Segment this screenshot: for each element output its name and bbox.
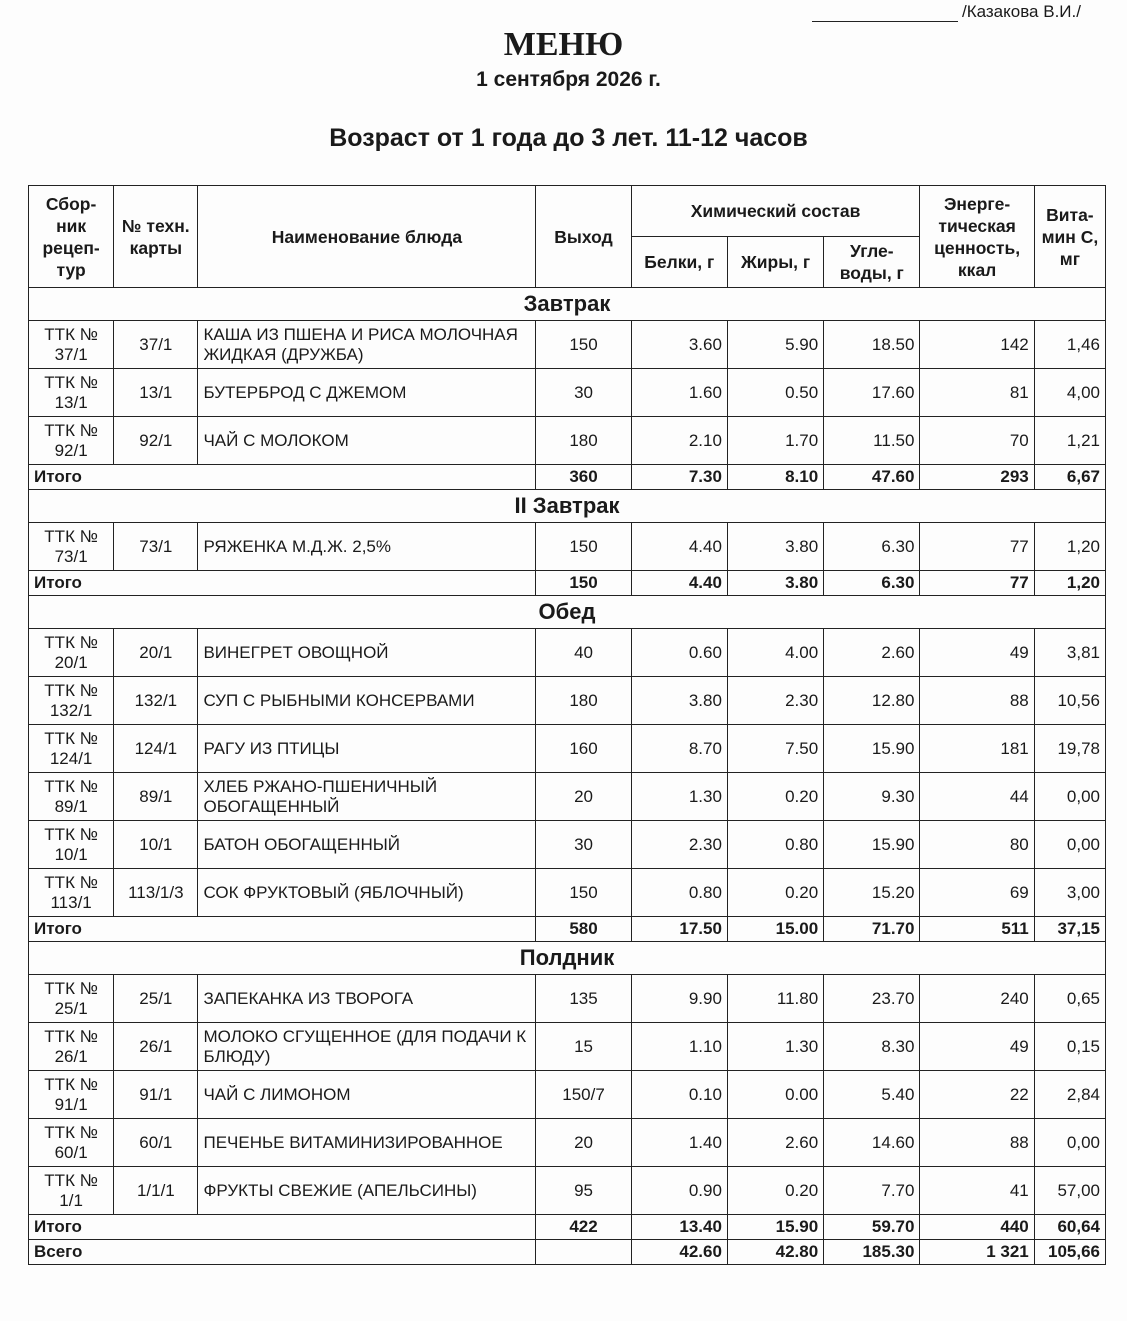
header-dish-name: Наименование блюда xyxy=(198,186,536,288)
protein-value: 0.60 xyxy=(631,629,727,677)
tech-card-number: 92/1 xyxy=(114,417,198,465)
yield-value: 40 xyxy=(536,629,631,677)
section-header xyxy=(29,490,1106,523)
carbs-value: 18.50 xyxy=(824,321,920,369)
subtotal-protein: 7.30 xyxy=(631,465,727,490)
recipe-source: ТТК № 89/1 xyxy=(29,773,114,821)
subtotal-yield: 580 xyxy=(536,917,631,942)
vitamin-value: 1,21 xyxy=(1034,417,1105,465)
table-row xyxy=(29,417,1106,465)
yield-value: 150 xyxy=(536,869,631,917)
fat-value: 1.30 xyxy=(727,1023,823,1071)
protein-value: 1.60 xyxy=(631,369,727,417)
vitamin-value: 0,15 xyxy=(1034,1023,1105,1071)
dish-name: БУТЕРБРОД С ДЖЕМОМ xyxy=(198,369,536,417)
carbs-value: 8.30 xyxy=(824,1023,920,1071)
energy-value: 49 xyxy=(920,1023,1034,1071)
grand-total-vitamin: 105,66 xyxy=(1034,1240,1105,1265)
energy-value: 142 xyxy=(920,321,1034,369)
dish-name: ФРУКТЫ СВЕЖИЕ (АПЕЛЬСИНЫ) xyxy=(198,1167,536,1215)
protein-value: 3.80 xyxy=(631,677,727,725)
header-vitamin: Вита-мин С, мг xyxy=(1034,186,1105,288)
carbs-value: 9.30 xyxy=(824,773,920,821)
energy-value: 44 xyxy=(920,773,1034,821)
dish-name: ХЛЕБ РЖАНО-ПШЕНИЧНЫЙ ОБОГАЩЕННЫЙ xyxy=(198,773,536,821)
fat-value: 2.60 xyxy=(727,1119,823,1167)
fat-value: 2.30 xyxy=(727,677,823,725)
protein-value: 2.10 xyxy=(631,417,727,465)
vitamin-value: 3,81 xyxy=(1034,629,1105,677)
recipe-source: ТТК № 113/1 xyxy=(29,869,114,917)
subtotal-protein: 13.40 xyxy=(631,1215,727,1240)
tech-card-number: 13/1 xyxy=(114,369,198,417)
tech-card-number: 124/1 xyxy=(114,725,198,773)
vitamin-value: 2,84 xyxy=(1034,1071,1105,1119)
dish-name: ЧАЙ С ЛИМОНОМ xyxy=(198,1071,536,1119)
yield-value: 30 xyxy=(536,821,631,869)
energy-value: 22 xyxy=(920,1071,1034,1119)
energy-value: 88 xyxy=(920,677,1034,725)
subtotal-carbs: 47.60 xyxy=(824,465,920,490)
subtotal-row xyxy=(29,917,1106,942)
protein-value: 0.10 xyxy=(631,1071,727,1119)
table-row xyxy=(29,1119,1106,1167)
menu-date: 1 сентября 2026 г. xyxy=(476,68,661,91)
vitamin-value: 0,00 xyxy=(1034,1119,1105,1167)
carbs-value: 12.80 xyxy=(824,677,920,725)
tech-card-number: 73/1 xyxy=(114,523,198,571)
protein-value: 1.10 xyxy=(631,1023,727,1071)
fat-value: 3.80 xyxy=(727,523,823,571)
energy-value: 70 xyxy=(920,417,1034,465)
recipe-source: ТТК № 10/1 xyxy=(29,821,114,869)
tech-card-number: 1/1/1 xyxy=(114,1167,198,1215)
tech-card-number: 37/1 xyxy=(114,321,198,369)
protein-value: 9.90 xyxy=(631,975,727,1023)
vitamin-value: 19,78 xyxy=(1034,725,1105,773)
subtotal-vitamin: 6,67 xyxy=(1034,465,1105,490)
dish-name: БАТОН ОБОГАЩЕННЫЙ xyxy=(198,821,536,869)
header-protein: Белки, г xyxy=(631,237,727,288)
carbs-value: 14.60 xyxy=(824,1119,920,1167)
table-row xyxy=(29,321,1106,369)
header-energy: Энерге-тическая ценность, ккал xyxy=(920,186,1034,288)
dish-name: РЯЖЕНКА М.Д.Ж. 2,5% xyxy=(198,523,536,571)
table-row xyxy=(29,975,1106,1023)
carbs-value: 17.60 xyxy=(824,369,920,417)
yield-value: 160 xyxy=(536,725,631,773)
table-row xyxy=(29,1071,1106,1119)
protein-value: 1.30 xyxy=(631,773,727,821)
grand-total-label: Всего xyxy=(29,1240,536,1265)
fat-value: 1.70 xyxy=(727,417,823,465)
menu-table xyxy=(28,185,1106,1265)
section-title: II Завтрак xyxy=(29,490,1106,523)
subtotal-label: Итого xyxy=(29,571,536,596)
protein-value: 3.60 xyxy=(631,321,727,369)
yield-value: 20 xyxy=(536,773,631,821)
subtotal-energy: 293 xyxy=(920,465,1034,490)
yield-value: 150/7 xyxy=(536,1071,631,1119)
carbs-value: 23.70 xyxy=(824,975,920,1023)
dish-name: ВИНЕГРЕТ ОВОЩНОЙ xyxy=(198,629,536,677)
subtotal-protein: 4.40 xyxy=(631,571,727,596)
recipe-source: ТТК № 13/1 xyxy=(29,369,114,417)
fat-value: 7.50 xyxy=(727,725,823,773)
grand-total-row xyxy=(29,1240,1106,1265)
header-collection: Сбор-ник рецеп-тур xyxy=(29,186,114,288)
carbs-value: 11.50 xyxy=(824,417,920,465)
section-header xyxy=(29,942,1106,975)
section-title: Обед xyxy=(29,596,1106,629)
protein-value: 0.90 xyxy=(631,1167,727,1215)
fat-value: 4.00 xyxy=(727,629,823,677)
vitamin-value: 4,00 xyxy=(1034,369,1105,417)
recipe-source: ТТК № 124/1 xyxy=(29,725,114,773)
signature-name: /Казакова В.И./ xyxy=(962,2,1081,21)
page-title: МЕНЮ xyxy=(503,26,624,63)
signature-line xyxy=(812,7,958,22)
section-header xyxy=(29,288,1106,321)
header-fat: Жиры, г xyxy=(727,237,823,288)
vitamin-value: 0,00 xyxy=(1034,821,1105,869)
grand-total-protein: 42.60 xyxy=(631,1240,727,1265)
subtotal-vitamin: 60,64 xyxy=(1034,1215,1105,1240)
tech-card-number: 26/1 xyxy=(114,1023,198,1071)
protein-value: 1.40 xyxy=(631,1119,727,1167)
table-row xyxy=(29,725,1106,773)
subtotal-protein: 17.50 xyxy=(631,917,727,942)
fat-value: 0.20 xyxy=(727,1167,823,1215)
tech-card-number: 10/1 xyxy=(114,821,198,869)
tech-card-number: 89/1 xyxy=(114,773,198,821)
subtotal-fat: 8.10 xyxy=(727,465,823,490)
yield-value: 180 xyxy=(536,677,631,725)
subtotal-energy: 511 xyxy=(920,917,1034,942)
tech-card-number: 113/1/3 xyxy=(114,869,198,917)
yield-value: 15 xyxy=(536,1023,631,1071)
tech-card-number: 20/1 xyxy=(114,629,198,677)
energy-value: 181 xyxy=(920,725,1034,773)
table-row xyxy=(29,821,1106,869)
header-tech-card: № техн. карты xyxy=(114,186,198,288)
subtotal-vitamin: 1,20 xyxy=(1034,571,1105,596)
carbs-value: 15.90 xyxy=(824,725,920,773)
subtotal-carbs: 6.30 xyxy=(824,571,920,596)
subtotal-label: Итого xyxy=(29,917,536,942)
protein-value: 2.30 xyxy=(631,821,727,869)
recipe-source: ТТК № 26/1 xyxy=(29,1023,114,1071)
table-row xyxy=(29,773,1106,821)
fat-value: 0.50 xyxy=(727,369,823,417)
yield-value: 180 xyxy=(536,417,631,465)
fat-value: 0.80 xyxy=(727,821,823,869)
subtotal-fat: 3.80 xyxy=(727,571,823,596)
dish-name: ЧАЙ С МОЛОКОМ xyxy=(198,417,536,465)
dish-name: ЗАПЕКАНКА ИЗ ТВОРОГА xyxy=(198,975,536,1023)
yield-value: 150 xyxy=(536,321,631,369)
table-row xyxy=(29,523,1106,571)
approval-signature xyxy=(812,2,1081,22)
recipe-source: ТТК № 1/1 xyxy=(29,1167,114,1215)
grand-total-yield xyxy=(536,1240,631,1265)
subtotal-label: Итого xyxy=(29,465,536,490)
energy-value: 77 xyxy=(920,523,1034,571)
protein-value: 0.80 xyxy=(631,869,727,917)
dish-name: СУП С РЫБНЫМИ КОНСЕРВАМИ xyxy=(198,677,536,725)
carbs-value: 15.90 xyxy=(824,821,920,869)
subtotal-yield: 360 xyxy=(536,465,631,490)
yield-value: 20 xyxy=(536,1119,631,1167)
fat-value: 0.20 xyxy=(727,869,823,917)
subtotal-vitamin: 37,15 xyxy=(1034,917,1105,942)
recipe-source: ТТК № 37/1 xyxy=(29,321,114,369)
dish-name: СОК ФРУКТОВЫЙ (ЯБЛОЧНЫЙ) xyxy=(198,869,536,917)
dish-name: КАША ИЗ ПШЕНА И РИСА МОЛОЧНАЯ ЖИДКАЯ (ДРУЖБА) xyxy=(198,321,536,369)
subtotal-energy: 440 xyxy=(920,1215,1034,1240)
recipe-source: ТТК № 73/1 xyxy=(29,523,114,571)
section-title: Полдник xyxy=(29,942,1106,975)
grand-total-fat: 42.80 xyxy=(727,1240,823,1265)
carbs-value: 15.20 xyxy=(824,869,920,917)
recipe-source: ТТК № 60/1 xyxy=(29,1119,114,1167)
vitamin-value: 1,46 xyxy=(1034,321,1105,369)
yield-value: 30 xyxy=(536,369,631,417)
energy-value: 88 xyxy=(920,1119,1034,1167)
recipe-source: ТТК № 20/1 xyxy=(29,629,114,677)
yield-value: 150 xyxy=(536,523,631,571)
tech-card-number: 132/1 xyxy=(114,677,198,725)
carbs-value: 2.60 xyxy=(824,629,920,677)
tech-card-number: 25/1 xyxy=(114,975,198,1023)
vitamin-value: 3,00 xyxy=(1034,869,1105,917)
vitamin-value: 1,20 xyxy=(1034,523,1105,571)
table-row xyxy=(29,869,1106,917)
carbs-value: 7.70 xyxy=(824,1167,920,1215)
yield-value: 95 xyxy=(536,1167,631,1215)
recipe-source: ТТК № 132/1 xyxy=(29,677,114,725)
yield-value: 135 xyxy=(536,975,631,1023)
dish-name: ПЕЧЕНЬЕ ВИТАМИНИЗИРОВАННОЕ xyxy=(198,1119,536,1167)
vitamin-value: 57,00 xyxy=(1034,1167,1105,1215)
fat-value: 5.90 xyxy=(727,321,823,369)
dish-name: МОЛОКО СГУЩЕННОЕ (ДЛЯ ПОДАЧИ К БЛЮДУ) xyxy=(198,1023,536,1071)
subtotal-yield: 150 xyxy=(536,571,631,596)
subtotal-row xyxy=(29,465,1106,490)
subtotal-label: Итого xyxy=(29,1215,536,1240)
vitamin-value: 10,56 xyxy=(1034,677,1105,725)
table-row xyxy=(29,629,1106,677)
subtotal-row xyxy=(29,571,1106,596)
table-row xyxy=(29,1167,1106,1215)
energy-value: 49 xyxy=(920,629,1034,677)
section-title: Завтрак xyxy=(29,288,1106,321)
recipe-source: ТТК № 25/1 xyxy=(29,975,114,1023)
header-chem: Химический состав xyxy=(631,186,920,237)
protein-value: 4.40 xyxy=(631,523,727,571)
fat-value: 0.20 xyxy=(727,773,823,821)
recipe-source: ТТК № 92/1 xyxy=(29,417,114,465)
menu-body xyxy=(29,288,1106,1265)
header-yield: Выход xyxy=(536,186,631,288)
grand-total-carbs: 185.30 xyxy=(824,1240,920,1265)
table-row xyxy=(29,1023,1106,1071)
energy-value: 69 xyxy=(920,869,1034,917)
dish-name: РАГУ ИЗ ПТИЦЫ xyxy=(198,725,536,773)
fat-value: 0.00 xyxy=(727,1071,823,1119)
header-carbs: Угле-воды, г xyxy=(824,237,920,288)
subtotal-yield: 422 xyxy=(536,1215,631,1240)
grand-total-energy: 1 321 xyxy=(920,1240,1034,1265)
section-header xyxy=(29,596,1106,629)
vitamin-value: 0,65 xyxy=(1034,975,1105,1023)
carbs-value: 6.30 xyxy=(824,523,920,571)
subtotal-carbs: 71.70 xyxy=(824,917,920,942)
age-group: Возраст от 1 года до 3 лет. 11-12 часов xyxy=(329,124,808,152)
energy-value: 80 xyxy=(920,821,1034,869)
tech-card-number: 91/1 xyxy=(114,1071,198,1119)
tech-card-number: 60/1 xyxy=(114,1119,198,1167)
subtotal-row xyxy=(29,1215,1106,1240)
subtotal-carbs: 59.70 xyxy=(824,1215,920,1240)
table-row xyxy=(29,369,1106,417)
subtotal-fat: 15.90 xyxy=(727,1215,823,1240)
subtotal-energy: 77 xyxy=(920,571,1034,596)
carbs-value: 5.40 xyxy=(824,1071,920,1119)
vitamin-value: 0,00 xyxy=(1034,773,1105,821)
table-row xyxy=(29,677,1106,725)
recipe-source: ТТК № 91/1 xyxy=(29,1071,114,1119)
subtotal-fat: 15.00 xyxy=(727,917,823,942)
energy-value: 240 xyxy=(920,975,1034,1023)
energy-value: 81 xyxy=(920,369,1034,417)
protein-value: 8.70 xyxy=(631,725,727,773)
fat-value: 11.80 xyxy=(727,975,823,1023)
energy-value: 41 xyxy=(920,1167,1034,1215)
